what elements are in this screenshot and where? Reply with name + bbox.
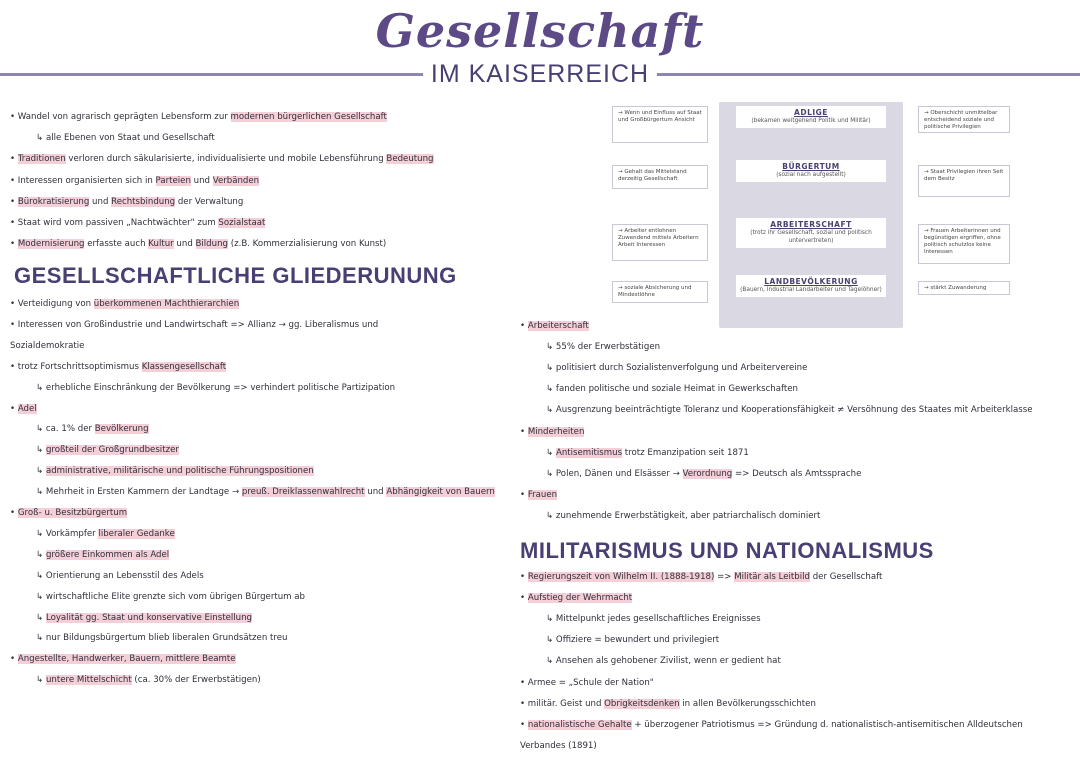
left_col-line xyxy=(10,298,239,310)
text: • xyxy=(10,654,18,665)
highlighted-text: Minderheiten xyxy=(527,426,585,437)
highlighted-text: untere Mittelschicht xyxy=(45,675,132,686)
left_col-line xyxy=(10,361,226,373)
text: ↳ xyxy=(36,133,46,144)
text: ↳ Offiziere = bewundert und privilegiert xyxy=(546,635,720,646)
text: • xyxy=(10,403,18,414)
class-title: LANDBEVÖLKERUNG xyxy=(764,277,858,286)
intro-line xyxy=(36,132,215,144)
highlighted-text: Verordnung xyxy=(682,468,733,479)
class-description: (trotz ihr Gesellschaft, sozial und politisch untervertreten) xyxy=(750,230,872,244)
class-description: (bekamen weitgehend Politik und Militär) xyxy=(751,118,871,124)
text: ↳ Ausgrenzung beeinträchtigte Toleranz und Kooperationsfähigkeit ≠ Versöhnung des Staates mit Arbeiterklasse xyxy=(546,405,1033,416)
intro-line xyxy=(10,175,259,187)
text: ↳ zunehmende Erwerbstätigkeit, aber patriarchalisch dominiert xyxy=(546,510,821,521)
diagram-class-card xyxy=(736,160,886,182)
text: • xyxy=(520,489,528,500)
right_col-line xyxy=(546,447,749,459)
heading-militarismus: MILITARISMUS UND NATIONALISMUS xyxy=(520,538,934,563)
right_col-line xyxy=(546,468,861,480)
text: und xyxy=(364,487,387,498)
right_col-line xyxy=(546,362,807,374)
class-description: (Bauern, Industrial Landarbeiter und Tagelöhner) xyxy=(740,287,882,293)
right_col2-line xyxy=(520,698,816,710)
text: • Armee = „Schule der Nation" xyxy=(520,677,654,688)
class-title: BÜRGERTUM xyxy=(782,162,840,171)
highlighted-text: überkommenen Machthierarchien xyxy=(93,299,240,309)
left_col-line xyxy=(36,591,305,603)
highlighted-text: preuß. Dreiklassenwahlrecht xyxy=(241,487,365,498)
text: der Gesellschaft xyxy=(809,572,883,582)
text: ↳ Vorkämpfer xyxy=(36,528,99,539)
class-description: (sozial nach aufgestellt) xyxy=(776,172,846,178)
highlighted-text: Bedeutung xyxy=(386,154,434,165)
text: • xyxy=(10,239,18,250)
highlighted-text: modernen bürgerlichen Gesellschaft xyxy=(230,112,387,122)
text: und xyxy=(190,175,213,186)
subtitle: IM KAISERREICH xyxy=(0,60,1080,89)
intro-line xyxy=(10,111,387,123)
highlighted-text: Rechtsbindung xyxy=(111,196,176,207)
diagram-left-box: → soziale Absicherung und Mindestlöhne xyxy=(612,281,708,303)
text: ↳ xyxy=(36,445,46,456)
highlighted-text: Loyalität gg. Staat und konservative Einstellung xyxy=(45,612,253,623)
text: => Deutsch als Amtssprache xyxy=(732,468,862,479)
diagram-right-box: → stärkt Zuwanderung xyxy=(918,281,1010,295)
highlighted-text: Parteien xyxy=(155,175,191,186)
highlighted-text: Kultur xyxy=(148,239,174,250)
text: ↳ wirtschaftliche Elite grenzte sich vom übrigen Bürgertum ab xyxy=(36,591,305,602)
highlighted-text: Angestellte, Handwerker, Bauern, mittlere Beamte xyxy=(17,654,236,665)
text: ↳ Mittelpunkt jedes gesellschaftliches Ereignisses xyxy=(546,614,761,625)
diagram-class-card xyxy=(736,275,886,297)
text: • Wandel von agrarisch geprägten Lebensform zur xyxy=(10,112,231,122)
left_col-line xyxy=(10,319,378,331)
highlighted-text: Bildung xyxy=(195,239,228,250)
diagram-left-box: → Arbeiter entlohnen Zuwendend mittels Arbeitern Arbeit Interessen xyxy=(612,224,708,261)
right_col-line xyxy=(520,320,589,332)
intro-line xyxy=(10,217,265,229)
highlighted-text: Klassengesellschaft xyxy=(141,361,227,372)
diagram-right-box: → Oberschicht unmittelbar entscheidend soziale und politische Privilegien xyxy=(918,106,1010,133)
text: • Staat wird vom passiven „Nachtwächter" zum xyxy=(10,218,219,228)
intro-line xyxy=(10,196,243,208)
highlighted-text: Traditionen xyxy=(17,154,66,165)
diagram-class-card xyxy=(736,218,886,248)
text: • xyxy=(520,321,528,331)
right_col-line xyxy=(520,426,584,438)
left_col-line xyxy=(36,423,149,435)
right_col2-line xyxy=(546,613,761,625)
subtitle-bar xyxy=(0,60,1080,88)
highlighted-text: Groß- u. Besitzbürgertum xyxy=(17,508,128,518)
text: • militär. Geist und xyxy=(520,698,605,709)
highlighted-text: Regierungszeit von Wilhelm II. (1888-1918) xyxy=(527,572,715,582)
left_col-line xyxy=(36,549,169,561)
intro-line xyxy=(10,238,386,250)
right_col2-line xyxy=(520,677,654,689)
text: ↳ Ansehen als gehobener Zivilist, wenn er gedient hat xyxy=(546,656,781,667)
left_col-line xyxy=(10,507,127,519)
right_col-line xyxy=(520,489,557,501)
text: ↳ ca. 1% der xyxy=(36,424,95,435)
text: • xyxy=(10,154,18,165)
text: der Verwaltung xyxy=(175,196,244,207)
text: • xyxy=(10,196,18,207)
text: ↳ 55% der Erwerbstätigen xyxy=(546,342,661,353)
highlighted-text: Adel xyxy=(17,403,37,414)
left_col-line xyxy=(36,465,314,477)
text: und xyxy=(89,196,112,207)
class-title: ADLIGE xyxy=(794,108,828,117)
text: ↳ erhebliche Einschränkung der Bevölkerung => verhindert politische Partizipation xyxy=(36,382,396,393)
highlighted-text: Modernisierung xyxy=(17,239,85,250)
left_col-line xyxy=(36,444,179,456)
left_col-line xyxy=(36,528,175,540)
diagram-right-box: → Staat Privilegien ihren Seit dem Besitz xyxy=(918,165,1010,197)
diagram-class-card xyxy=(736,106,886,128)
text: • xyxy=(520,719,528,730)
left_col-line xyxy=(36,674,261,686)
diagram-left-box: → Wenn und Einfluss auf Staat und Großbürgertum Ansicht xyxy=(612,106,708,143)
text: • xyxy=(520,593,528,604)
text: in allen Bevölkerungsschichten xyxy=(679,698,816,709)
highlighted-text: Aufstieg der Wehrmacht xyxy=(527,593,633,604)
left_col-line xyxy=(36,632,287,644)
highlighted-text: liberaler Gedanke xyxy=(98,528,175,539)
heading-gliederung: GESELLSCHAFTLICHE GLIEDERUNUNG xyxy=(14,263,457,288)
text: • xyxy=(520,572,528,582)
text: (z.B. Kommerzialisierung von Kunst) xyxy=(228,239,387,250)
text: • Interessen von Großindustrie und Landwirtschaft => Allianz → gg. Liberalismus und xyxy=(10,319,379,330)
text: und xyxy=(173,239,196,250)
text: ↳ fanden politische und soziale Heimat in Gewerkschaften xyxy=(546,384,798,395)
text: ↳ xyxy=(36,466,46,477)
text: • xyxy=(10,508,18,518)
text: ↳ Mehrheit in Ersten Kammern der Landtage → xyxy=(36,487,242,498)
highlighted-text: Abhängigkeit von Bauern xyxy=(386,487,495,498)
right_col2-line xyxy=(520,571,882,583)
text: alle Ebenen von Staat und Gesellschaft xyxy=(45,133,215,144)
text: erfasste auch xyxy=(84,239,149,250)
text: ↳ nur Bildungsbürgertum blieb liberalen Grundsätzen treu xyxy=(36,633,288,644)
right_col2-line xyxy=(520,740,597,752)
text: • Interessen organisierten sich in xyxy=(10,175,156,186)
right_col2-line xyxy=(546,655,781,667)
text: Verbandes (1891) xyxy=(520,740,597,751)
highlighted-text: nationalistische Gehalte xyxy=(527,719,632,730)
highlighted-text: Sozialstaat xyxy=(218,218,266,228)
text: ↳ Polen, Dänen und Elsässer → xyxy=(546,468,683,479)
left_col-line xyxy=(36,382,395,394)
text: • Verteidigung von xyxy=(10,299,94,309)
right_col-line xyxy=(546,341,660,353)
left_col-line xyxy=(10,403,37,415)
highlighted-text: großteil der Großgrundbesitzer xyxy=(45,445,179,456)
highlighted-text: administrative, militärische und politische Führungspositionen xyxy=(45,466,314,477)
text: ↳ xyxy=(546,447,556,458)
text: verloren durch säkularisierte, individualisierte und mobile Lebensführung xyxy=(65,154,387,165)
left_col-line xyxy=(36,486,495,498)
left_col-line xyxy=(36,570,204,582)
text: ↳ politisiert durch Sozialistenverfolgung und Arbeitervereine xyxy=(546,363,808,374)
highlighted-text: Frauen xyxy=(527,489,558,500)
right_col2-line xyxy=(546,634,719,646)
text: ↳ xyxy=(36,612,46,623)
right_col-line xyxy=(546,404,1033,416)
highlighted-text: Bürokratisierung xyxy=(17,196,90,207)
highlighted-text: größere Einkommen als Adel xyxy=(45,549,170,560)
diagram-right-box: → Frauen Arbeiterinnen und begünstigen ergriffen, ohne politisch schutzlos keine Interessen xyxy=(918,224,1010,264)
page-title: Gesellschaft xyxy=(375,4,705,58)
highlighted-text: Obrigkeitsdenken xyxy=(604,698,680,709)
text: ↳ xyxy=(36,549,46,560)
highlighted-text: Antisemitismus xyxy=(555,447,623,458)
highlighted-text: Militär als Leitbild xyxy=(734,572,810,582)
left_col-line xyxy=(36,612,252,624)
right_col-line xyxy=(546,510,820,522)
text: trotz Emanzipation seit 1871 xyxy=(622,447,749,458)
highlighted-text: Arbeiterschaft xyxy=(527,321,589,331)
intro-line xyxy=(10,153,434,165)
class-title: ARBEITERSCHAFT xyxy=(770,220,852,229)
highlighted-text: Verbänden xyxy=(212,175,260,186)
text: • trotz Fortschrittsoptimismus xyxy=(10,361,142,372)
right_col2-line xyxy=(520,719,1023,731)
text: ↳ xyxy=(36,675,46,686)
right_col-line xyxy=(546,383,798,395)
text: + überzogener Patriotismus => Gründung d. nationalistisch-antisemitischen Alldeutschen xyxy=(631,719,1023,730)
text: (ca. 30% der Erwerbstätigen) xyxy=(131,675,261,686)
text: => xyxy=(714,572,735,582)
text: • xyxy=(520,426,528,437)
left_col-line xyxy=(10,653,236,665)
right_col2-line xyxy=(520,592,632,604)
text: Sozialdemokratie xyxy=(10,340,85,351)
text: ↳ Orientierung an Lebensstil des Adels xyxy=(36,570,204,581)
diagram-left-box: → Gehalt das Mittelstand derzeitig Gesellschaft xyxy=(612,165,708,189)
left_col-line xyxy=(10,340,84,352)
highlighted-text: Bevölkerung xyxy=(94,424,149,435)
